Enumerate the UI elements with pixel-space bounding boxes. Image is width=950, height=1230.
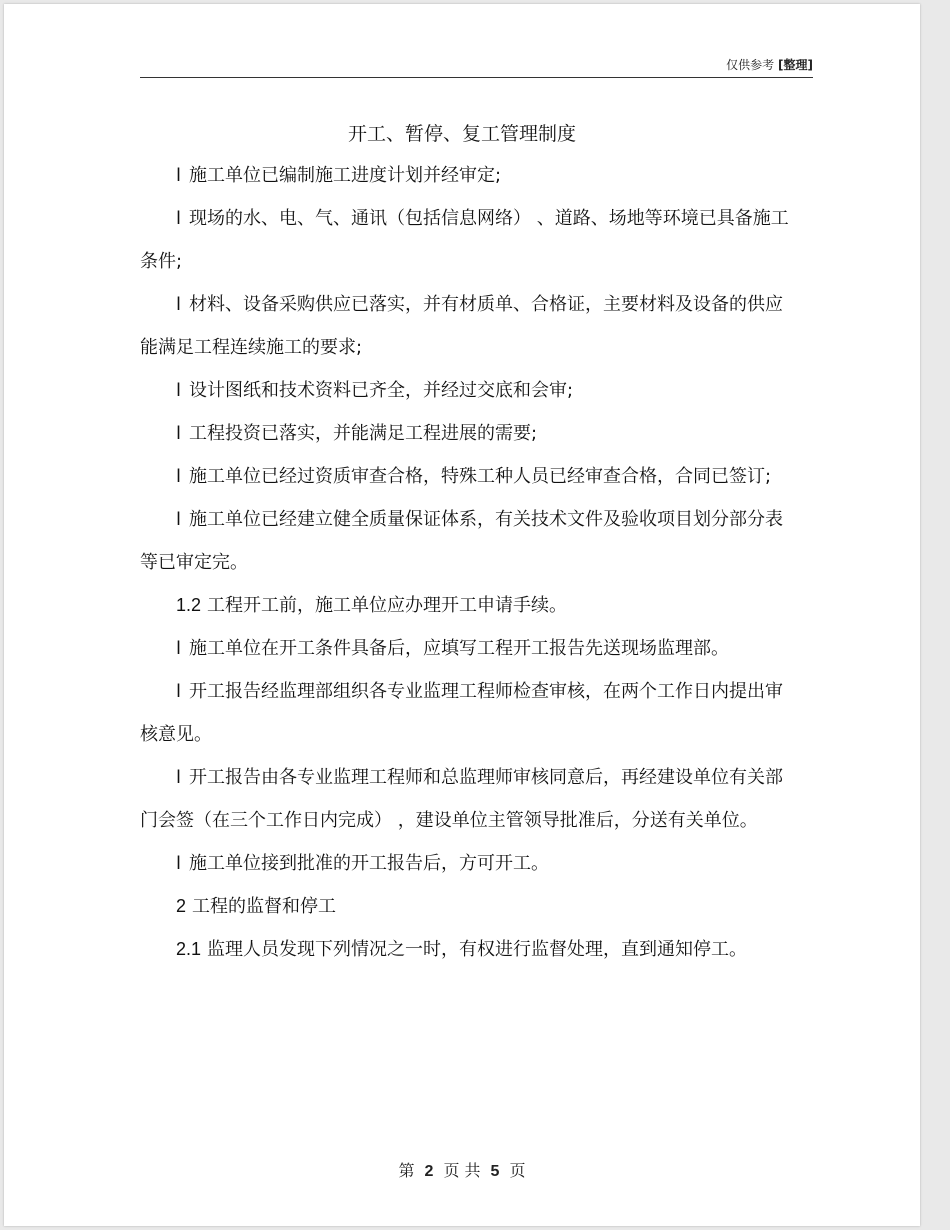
page-header bbox=[140, 56, 813, 73]
paragraph-marker: l bbox=[176, 638, 182, 659]
paragraph-marker: l bbox=[176, 466, 182, 487]
footer-page-number: 2 bbox=[424, 1163, 434, 1180]
paragraph-text: 施工单位已经建立健全质量保证体系，有关技术文件及验收项目划分部分表等已审定完。 bbox=[140, 509, 784, 573]
paragraph bbox=[140, 584, 800, 627]
paragraph-marker: 2.1 bbox=[176, 939, 202, 959]
footer-suffix: 页 bbox=[509, 1161, 526, 1180]
document-body bbox=[140, 154, 800, 971]
header-note: 仅供参考 bbox=[726, 58, 775, 72]
paragraph-text: 现场的水、电、气、通讯（包括信息网络） 、道路、场地等环境已具备施工条件; bbox=[140, 208, 789, 272]
document-page bbox=[4, 4, 920, 1226]
paragraph-marker: 1.2 bbox=[176, 595, 202, 615]
header-rule bbox=[140, 77, 813, 78]
paragraph-marker: l bbox=[176, 208, 182, 229]
paragraph-text: 施工单位在开工条件具备后，应填写工程开工报告先送现场监理部。 bbox=[189, 638, 730, 659]
paragraph-text: 设计图纸和技术资料已齐全，并经过交底和会审; bbox=[189, 380, 574, 401]
paragraph-text: 施工单位接到批准的开工报告后，方可开工。 bbox=[189, 853, 550, 874]
paragraph bbox=[140, 283, 800, 369]
paragraph bbox=[140, 455, 800, 498]
header-tag: [整理] bbox=[778, 58, 813, 72]
paragraph-text: 材料、设备采购供应已落实，并有材质单、合格证，主要材料及设备的供应能满足工程连续施工的要求; bbox=[140, 294, 784, 358]
paragraph-text: 监理人员发现下列情况之一时，有权进行监督处理，直到通知停工。 bbox=[207, 939, 748, 960]
paragraph-text: 工程投资已落实，并能满足工程进展的需要; bbox=[189, 423, 538, 444]
paragraph-text: 开工报告由各专业监理工程师和总监理师审核同意后，再经建设单位有关部门会签（在三个工作日内完成） ，建设单位主管领导批准后，分送有关单位。 bbox=[140, 767, 784, 831]
paragraph-text: 工程的监督和停工 bbox=[192, 896, 337, 917]
paragraph bbox=[140, 412, 800, 455]
paragraph bbox=[140, 842, 800, 885]
paragraph-marker: l bbox=[176, 423, 182, 444]
paragraph-text: 开工报告经监理部组织各专业监理工程师检查审核，在两个工作日内提出审核意见。 bbox=[140, 681, 784, 745]
paragraph bbox=[140, 885, 800, 928]
paragraph-marker: l bbox=[176, 165, 182, 186]
paragraph bbox=[140, 498, 800, 584]
paragraph bbox=[140, 670, 800, 756]
footer-total-pages: 5 bbox=[490, 1163, 500, 1180]
paragraph-text: 工程开工前，施工单位应办理开工申请手续。 bbox=[207, 595, 568, 616]
page-footer bbox=[4, 1158, 920, 1181]
paragraph-marker: 2 bbox=[176, 896, 187, 916]
paragraph bbox=[140, 756, 800, 842]
paragraph-text: 施工单位已编制施工进度计划并经审定; bbox=[189, 165, 502, 186]
paragraph-marker: l bbox=[176, 294, 182, 315]
paragraph bbox=[140, 928, 800, 971]
paragraph bbox=[140, 154, 800, 197]
paragraph-text: 施工单位已经过资质审查合格，特殊工种人员已经审查合格，合同已签订; bbox=[189, 466, 772, 487]
paragraph-marker: l bbox=[176, 853, 182, 874]
paragraph bbox=[140, 369, 800, 412]
paragraph-marker: l bbox=[176, 767, 182, 788]
footer-middle: 页 共 bbox=[443, 1161, 481, 1180]
paragraph-marker: l bbox=[176, 509, 182, 530]
paragraph-marker: l bbox=[176, 380, 182, 401]
footer-prefix: 第 bbox=[398, 1161, 415, 1180]
paragraph bbox=[140, 627, 800, 670]
paragraph bbox=[140, 197, 800, 283]
document-title: 开工、暂停、复工管理制度 bbox=[347, 123, 576, 145]
paragraph-marker: l bbox=[176, 681, 182, 702]
